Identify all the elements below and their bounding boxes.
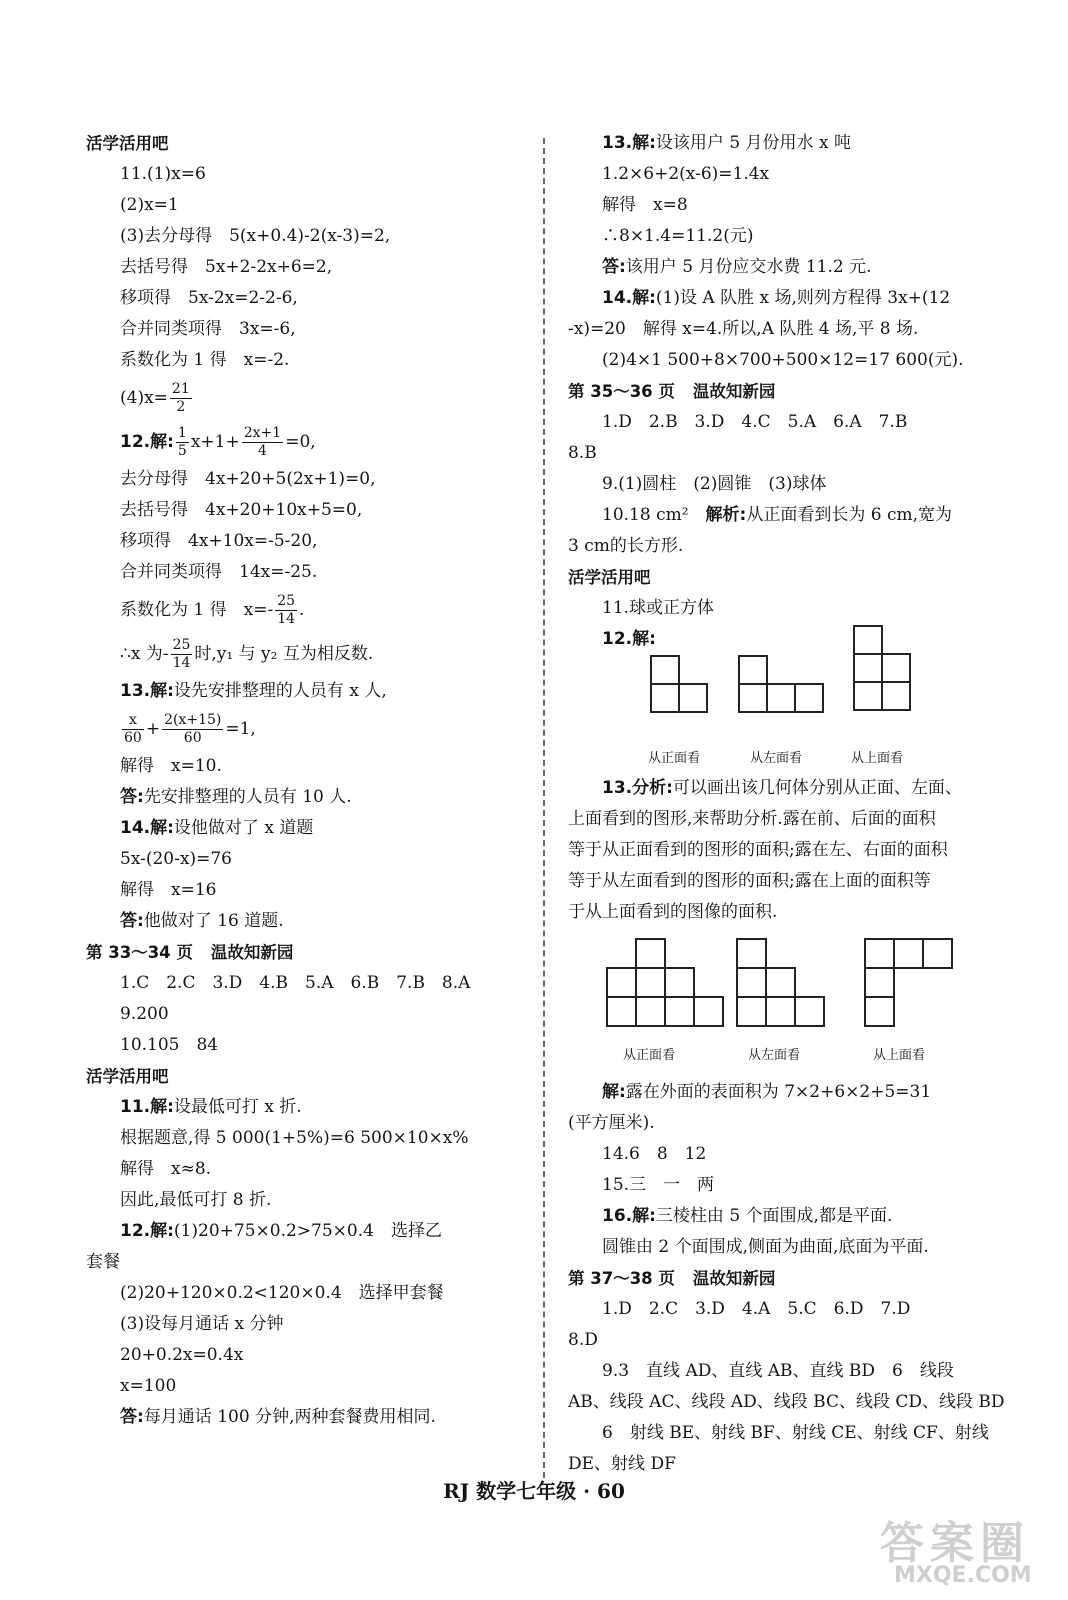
answer-line: 答:先安排整理的人员有 10 人. [120, 787, 352, 807]
answer-line: 解得 x≈8. [120, 1159, 212, 1179]
answer-line: 13.解:设先安排整理的人员有 x 人, [120, 681, 387, 701]
answer-line: ∴8×1.4=11.2(元) [602, 226, 754, 246]
grid-cell [738, 655, 768, 685]
view-caption: 从左面看 [748, 1048, 801, 1063]
answer-line: 解得 x=10. [120, 756, 222, 776]
answer-line: 14.6 8 12 [602, 1144, 707, 1164]
answer-line: 16.解:三棱柱由 5 个面围成,都是平面. [602, 1206, 893, 1226]
grid-cell [736, 938, 767, 969]
grid-cell [864, 938, 895, 969]
answer-line: 合并同类项得 14x=-25. [120, 562, 318, 582]
answer-line: 15.三 一 两 [602, 1175, 715, 1195]
answer-line: 系数化为 1 得 x=-2. [120, 350, 290, 370]
answer-line: 1.C 2.C 3.D 4.B 5.A 6.B 7.B 8.A [120, 973, 471, 993]
grid-cell [650, 683, 680, 713]
answer-line: (3)去分母得 5(x+0.4)-2(x-3)=2, [120, 226, 391, 246]
three-view-figure-1 [568, 655, 1008, 773]
answer-line: 20+0.2x=0.4x [120, 1345, 244, 1365]
fraction: $\frac{21}{2}$ [171, 381, 190, 415]
answer-line: 3 cm的长方形. [568, 536, 684, 556]
section-heading: 活学活用吧 [86, 134, 169, 153]
grid-cell [635, 938, 666, 969]
fraction: $\frac{25}{14}$ [277, 593, 296, 627]
answer-line: 系数化为 1 得 x=- $\frac{25}{14}$ . [120, 593, 305, 627]
view-caption: 从正面看 [623, 1048, 676, 1063]
answer-line: DE、射线 DF [568, 1454, 676, 1474]
left-column [86, 128, 531, 1433]
grid-cell [893, 938, 924, 969]
section-heading: 活学活用吧 [568, 568, 651, 587]
answer-line: ∴x 为- $\frac{25}{14}$ 时,y₁ 与 y₂ 互为相反数. [120, 637, 374, 671]
answer-line: 12.解: $\frac{1}{5}$ x+1+ $\frac{2x+1}{4}$ =0, [120, 425, 316, 459]
answer-line: 等于从左面看到的图形的面积;露在上面的面积等 [568, 871, 931, 891]
grid-cell [606, 996, 637, 1027]
answer-line: (4)x= $\frac{21}{2}$ [120, 381, 190, 415]
answer-line: 9.200 [120, 1004, 169, 1024]
answer-line: 解得 x=16 [120, 880, 217, 900]
answer-line: 13.分析:可以画出该几何体分别从正面、左面、 [602, 778, 962, 798]
answer-line: 8.D [568, 1330, 598, 1350]
grid-cell [864, 996, 895, 1027]
answer-line: (2)20+120×0.2<120×0.4 选择甲套餐 [120, 1283, 444, 1303]
answer-line: (2)4×1 500+8×700+500×12=17 600(元). [602, 350, 964, 370]
grid-cell [736, 967, 767, 998]
grid-cell [765, 967, 796, 998]
view-caption: 从上面看 [851, 751, 904, 766]
answer-line: 解:露在外面的表面积为 7×2+6×2+5=31 [602, 1082, 932, 1102]
grid-cell [922, 938, 953, 969]
answer-line: 1.D 2.B 3.D 4.C 5.A 6.A 7.B [602, 412, 908, 432]
three-view-figure-2 [568, 932, 1008, 1077]
section-heading: 活学活用吧 [86, 1067, 169, 1086]
answer-line: 上面看到的图形,来帮助分析.露在前、后面的面积 [568, 809, 936, 829]
answer-line: 12.解:(1)20+75×0.2>75×0.4 选择乙 [120, 1221, 442, 1241]
answer-line: 因此,最低可打 8 折. [120, 1190, 272, 1210]
view-caption: 从上面看 [873, 1048, 926, 1063]
grid-cell [650, 655, 680, 685]
grid-cell [881, 681, 911, 711]
answer-line: (3)设每月通话 x 分钟 [120, 1314, 284, 1334]
answer-line: 9.3 直线 AD、直线 AB、直线 BD 6 线段 [602, 1361, 954, 1381]
grid-cell [738, 683, 768, 713]
grid-cell [664, 996, 695, 1027]
section-heading: 第 37～38 页 温故知新园 [568, 1269, 776, 1288]
answer-line: 合并同类项得 3x=-6, [120, 319, 296, 339]
answer-line: (2)x=1 [120, 195, 179, 215]
grid-cell [765, 996, 796, 1027]
answer-line: 去括号得 4x+20+10x+5=0, [120, 500, 363, 520]
fraction: $\frac{1}{5}$ [177, 425, 187, 459]
answer-line: 11.解:设最低可打 x 折. [120, 1097, 302, 1117]
fraction: $\frac{x}{60}$ [124, 712, 142, 746]
answer-line: 去括号得 5x+2-2x+6=2, [120, 257, 333, 277]
answer-line: 9.(1)圆柱 (2)圆锥 (3)球体 [602, 474, 827, 494]
answer-line: x=100 [120, 1376, 177, 1396]
answer-line: 10.18 cm² 解析:从正面看到长为 6 cm,宽为 [602, 505, 953, 525]
grid-cell [853, 681, 883, 711]
answer-line: 6 射线 BE、射线 BF、射线 CE、射线 CF、射线 [602, 1423, 989, 1443]
answer-line: 根据题意,得 5 000(1+5%)=6 500×10×x% [120, 1128, 469, 1148]
grid-cell [664, 967, 695, 998]
answer-line: 12.解: [602, 629, 656, 649]
answer-line: 5x-(20-x)=76 [120, 849, 232, 869]
grid-cell [881, 653, 911, 683]
section-heading: 第 35～36 页 温故知新园 [568, 382, 776, 401]
section-heading: 第 33～34 页 温故知新园 [86, 943, 294, 962]
answer-line: 答:该用户 5 月份应交水费 11.2 元. [602, 257, 872, 277]
answer-line: 去分母得 4x+20+5(2x+1)=0, [120, 469, 376, 489]
answer-line: $\frac{x}{60}$ + $\frac{2(x+15)}{60}$ =1, [124, 712, 256, 746]
answer-line: 11.(1)x=6 [120, 164, 206, 184]
grid-cell [693, 996, 724, 1027]
answer-line: 解得 x=8 [602, 195, 688, 215]
answer-line: -x)=20 解得 x=4.所以,A 队胜 4 场,平 8 场. [568, 319, 919, 339]
watermark-logo: 答案圈 MXQE.COM [880, 1518, 1032, 1588]
grid-cell [766, 683, 796, 713]
grid-cell [853, 625, 883, 655]
answer-line: 移项得 4x+10x=-5-20, [120, 531, 318, 551]
answer-line: 13.解:设该用户 5 月份用水 x 吨 [602, 133, 851, 153]
view-caption: 从正面看 [648, 751, 701, 766]
grid-cell [736, 996, 767, 1027]
answer-line: 1.2×6+2(x-6)=1.4x [602, 164, 770, 184]
answer-line: 等于从正面看到的图形的面积;露在左、右面的面积 [568, 840, 948, 860]
answer-line: 移项得 5x-2x=2-2-6, [120, 288, 298, 308]
grid-cell [853, 653, 883, 683]
answer-line: 14.解:设他做对了 x 道题 [120, 818, 314, 838]
grid-cell [635, 967, 666, 998]
fraction: $\frac{25}{14}$ [172, 637, 191, 671]
answer-line: 14.解:(1)设 A 队胜 x 场,则列方程得 3x+(12 [602, 288, 951, 308]
answer-line: 答:每月通话 100 分钟,两种套餐费用相同. [120, 1407, 436, 1427]
right-column [568, 128, 1008, 1480]
view-caption: 从左面看 [750, 751, 803, 766]
answer-line: 10.105 84 [120, 1035, 219, 1055]
answer-line: 圆锥由 2 个面围成,侧面为曲面,底面为平面. [602, 1237, 929, 1257]
answer-line: 8.B [568, 443, 597, 463]
answer-line: 于从上面看到的图像的面积. [568, 902, 778, 922]
grid-cell [864, 967, 895, 998]
grid-cell [635, 996, 666, 1027]
page-footer: RJ 数学七年级 · 60 [443, 1479, 625, 1503]
grid-cell [794, 683, 824, 713]
answer-line: 套餐 [86, 1252, 120, 1272]
grid-cell [678, 683, 708, 713]
answer-line: 1.D 2.C 3.D 4.A 5.C 6.D 7.D [602, 1299, 911, 1319]
grid-cell [794, 996, 825, 1027]
answer-line: 答:他做对了 16 道题. [120, 911, 284, 931]
answer-line: AB、线段 AC、线段 AD、线段 BC、线段 CD、线段 BD [568, 1392, 1005, 1412]
fraction: $\frac{2x+1}{4}$ [243, 425, 282, 459]
column-divider [543, 138, 545, 1478]
grid-cell [606, 967, 637, 998]
answer-line: (平方厘米). [568, 1113, 655, 1133]
fraction: $\frac{2(x+15)}{60}$ [164, 712, 222, 746]
answer-line: 11.球或正方体 [602, 598, 715, 618]
